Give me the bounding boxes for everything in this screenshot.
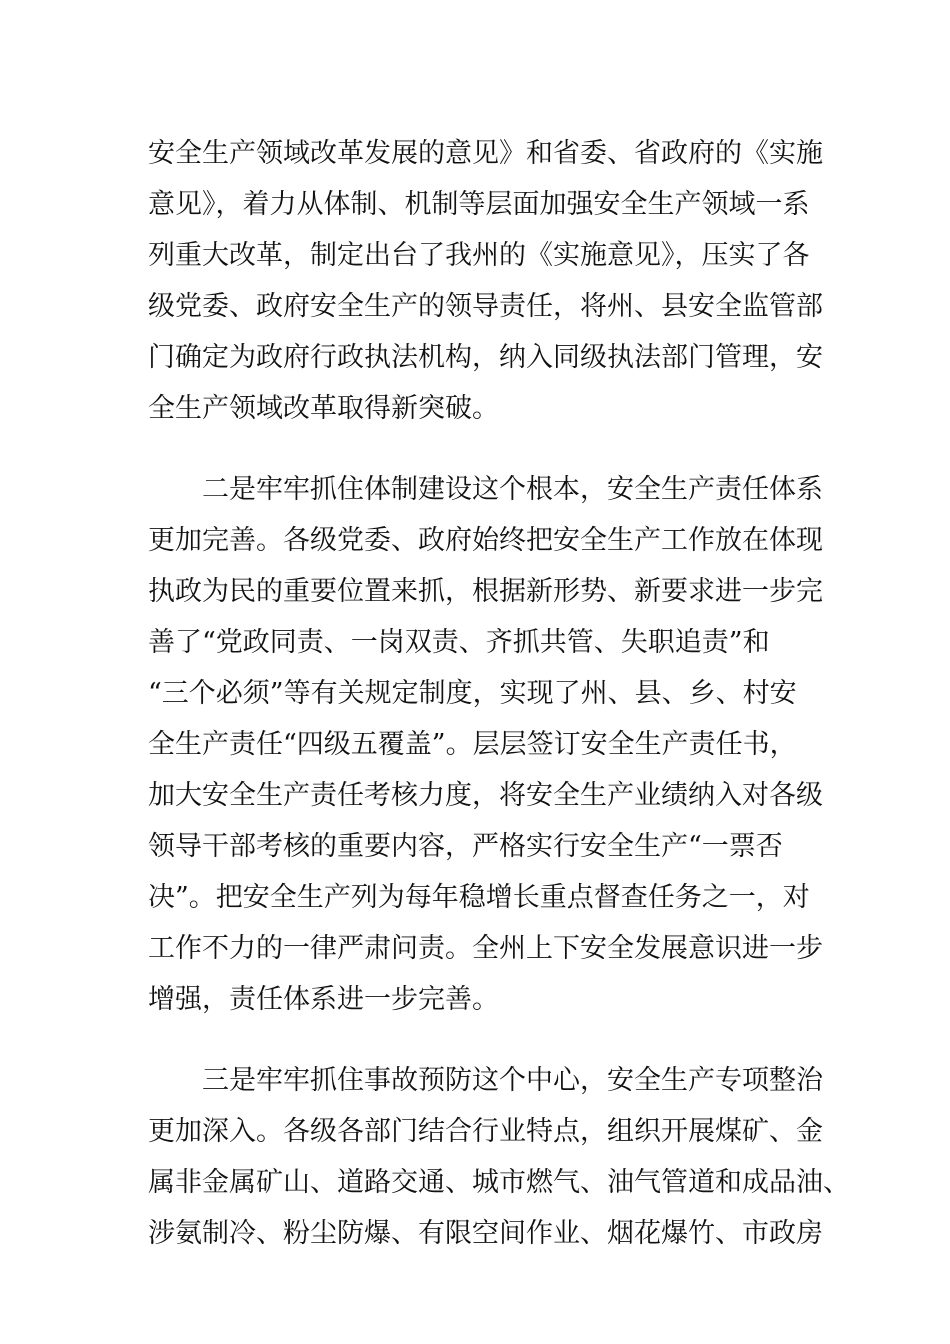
- text-line: 决”。把安全生产列为每年稳增长重点督查任务之一，对: [148, 882, 810, 913]
- text-line: 全生产责任“四级五覆盖”。层层签订安全生产责任书，: [148, 729, 797, 760]
- text-line: 工作不力的一律严肃问责。全州上下安全发展意识进一步: [148, 933, 823, 964]
- text-line: 善了“党政同责、一岗双责、齐抓共管、失职追责”和: [148, 627, 770, 658]
- text-line: 安全生产领域改革发展的意见》和省委、省政府的《实施: [148, 138, 823, 169]
- text-line: 列重大改革，制定出台了我州的《实施意见》，压实了各: [148, 240, 810, 271]
- text-line: 增强，责任体系进一步完善。: [148, 984, 499, 1015]
- text-line: 更加深入。各级各部门结合行业特点，组织开展煤矿、金: [148, 1116, 823, 1147]
- text-line: 属非金属矿山、道路交通、城市燃气、油气管道和成品油、: [148, 1167, 850, 1198]
- text-line: 加大安全生产责任考核力度，将安全生产业绩纳入对各级: [148, 780, 823, 811]
- text-line: 二是牢牢抓住体制建设这个根本，安全生产责任体系: [148, 474, 823, 505]
- text-line: 全生产领域改革取得新突破。: [148, 393, 499, 424]
- text-line: 更加完善。各级党委、政府始终把安全生产工作放在体现: [148, 525, 823, 556]
- text-line: 涉氨制冷、粉尘防爆、有限空间作业、烟花爆竹、市政房: [148, 1218, 823, 1249]
- text-line: “三个必须”等有关规定制度，实现了州、县、乡、村安: [148, 678, 797, 709]
- paragraph-spacing: [148, 434, 808, 464]
- paragraph-1: [148, 128, 823, 434]
- text-line: 门确定为政府行政执法机构，纳入同级执法部门管理，安: [148, 342, 823, 373]
- text-line: 意见》，着力从体制、机制等层面加强安全生产领域一系: [148, 189, 810, 220]
- paragraph-3: [148, 1055, 850, 1259]
- text-line: 领导干部考核的重要内容，严格实行安全生产“一票否: [148, 831, 783, 862]
- paragraph-spacing: [148, 1025, 808, 1055]
- paragraph-2: [148, 464, 823, 1025]
- text-line: 级党委、政府安全生产的领导责任，将州、县安全监管部: [148, 291, 823, 322]
- text-line: 三是牢牢抓住事故预防这个中心，安全生产专项整治: [148, 1065, 823, 1096]
- body-text: [148, 128, 850, 1259]
- text-line: 执政为民的重要位置来抓，根据新形势、新要求进一步完: [148, 576, 823, 607]
